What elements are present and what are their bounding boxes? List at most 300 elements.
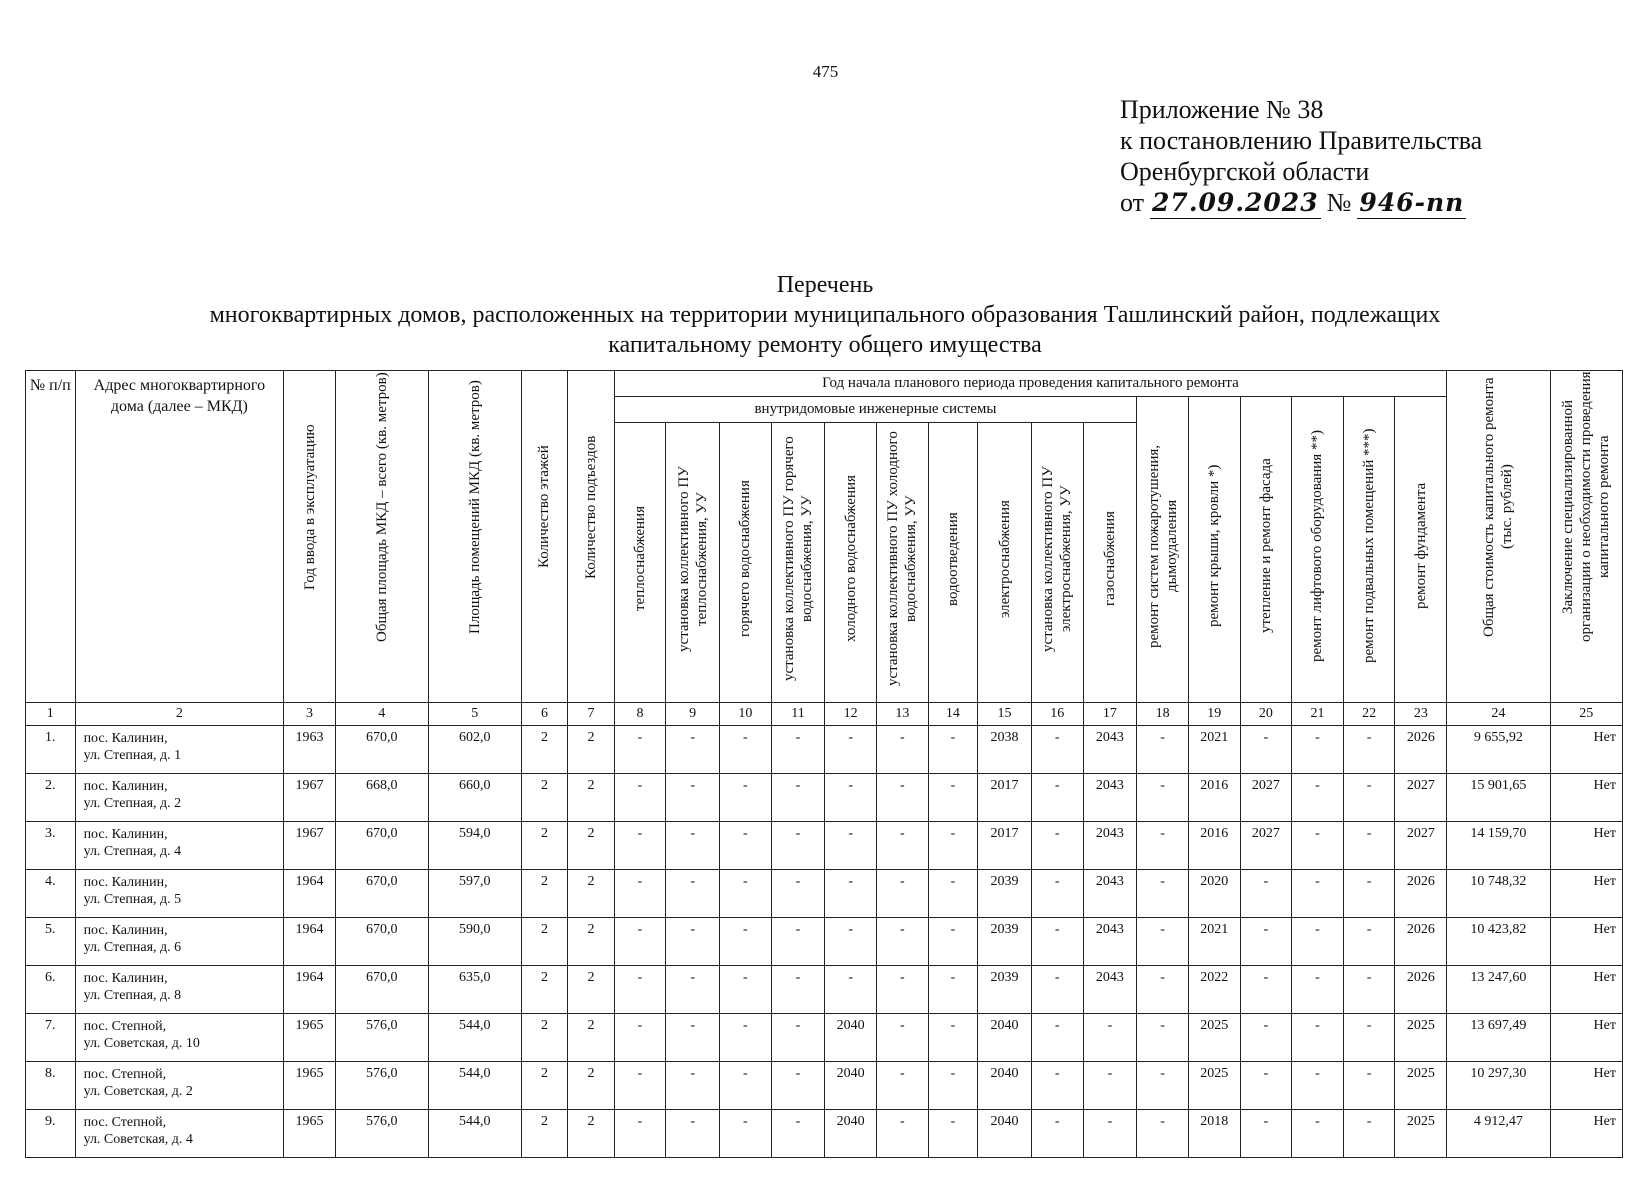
column-number: 21 xyxy=(1292,703,1344,726)
table-cell: 2017 xyxy=(978,774,1032,822)
table-cell: - xyxy=(1240,966,1292,1014)
table-cell: - xyxy=(928,1062,978,1110)
table-cell: 2039 xyxy=(978,918,1032,966)
title-line-3: капитальному ремонту общего имущества xyxy=(608,332,1042,358)
page-number: 475 xyxy=(812,62,839,81)
table-cell: - xyxy=(1343,966,1395,1014)
table-cell: - xyxy=(1031,822,1083,870)
table-row xyxy=(26,774,1623,822)
address-cell xyxy=(75,870,284,918)
table-cell: 2 xyxy=(568,822,614,870)
table-cell: 1965 xyxy=(284,1014,336,1062)
column-number: 1 xyxy=(26,703,76,726)
table-cell: 13 247,60 xyxy=(1447,966,1550,1014)
table-cell: 2026 xyxy=(1395,870,1447,918)
table-cell: 544,0 xyxy=(428,1062,521,1110)
address-street: ул. Степная, д. 5 xyxy=(83,892,182,907)
table-cell: - xyxy=(1083,1014,1137,1062)
row-number: 3. xyxy=(26,822,76,870)
table-cell: - xyxy=(1137,870,1189,918)
table-cell: 2018 xyxy=(1188,1110,1240,1158)
address-cell xyxy=(75,966,284,1014)
table-cell: 2043 xyxy=(1083,918,1137,966)
table-cell: - xyxy=(825,966,877,1014)
row-number: 1. xyxy=(26,726,76,774)
table-cell: - xyxy=(928,822,978,870)
column-number: 10 xyxy=(720,703,772,726)
table-cell: 2025 xyxy=(1188,1014,1240,1062)
table-cell: 2022 xyxy=(1188,966,1240,1014)
table-cell: - xyxy=(614,726,666,774)
appendix-line-2: к постановлению Правительства xyxy=(1120,126,1483,155)
table-cell: - xyxy=(720,870,772,918)
header-c9: установка коллективного ПУ теплоснабжения, УУ xyxy=(666,423,720,703)
table-cell: - xyxy=(1240,918,1292,966)
table-cell: 2027 xyxy=(1395,822,1447,870)
table-cell: 2040 xyxy=(978,1062,1032,1110)
column-number: 5 xyxy=(428,703,521,726)
table-cell: 2043 xyxy=(1083,822,1137,870)
table-cell: 2 xyxy=(568,774,614,822)
table-cell: - xyxy=(1343,918,1395,966)
table-cell: - xyxy=(666,1014,720,1062)
table-cell: - xyxy=(1137,822,1189,870)
table-cell: 2 xyxy=(568,1014,614,1062)
header-c19: ремонт крыши, кровли *) xyxy=(1188,397,1240,703)
address-settlement: пос. Калинин, xyxy=(83,875,168,890)
header-address: Адрес многоквартирного дома (далее – МКД) xyxy=(75,371,284,703)
table-cell: 2026 xyxy=(1395,726,1447,774)
header-c18: ремонт систем пожаротушения, дымоудаления xyxy=(1137,397,1189,703)
table-cell: Нет xyxy=(1550,1062,1622,1110)
header-c10: горячего водоснабжения xyxy=(720,423,772,703)
table-cell: 1964 xyxy=(284,918,336,966)
table-cell: - xyxy=(928,1110,978,1158)
table-cell: - xyxy=(614,1110,666,1158)
document-title xyxy=(60,270,1590,360)
table-cell: 2043 xyxy=(1083,870,1137,918)
table-cell: 2025 xyxy=(1395,1062,1447,1110)
column-number: 18 xyxy=(1137,703,1189,726)
table-row xyxy=(26,1062,1623,1110)
table-cell: - xyxy=(666,870,720,918)
table-cell: - xyxy=(771,1062,825,1110)
column-number: 24 xyxy=(1447,703,1550,726)
header-c22: ремонт подвальных помещений ***) xyxy=(1343,397,1395,703)
header-c13: установка коллективного ПУ холодного водоснабжения, УУ xyxy=(877,423,929,703)
table-cell: - xyxy=(720,774,772,822)
column-number: 9 xyxy=(666,703,720,726)
table-cell: 576,0 xyxy=(335,1062,428,1110)
header-group-top: Год начала планового периода проведения капитального ремонта xyxy=(614,371,1447,397)
table-cell: - xyxy=(666,726,720,774)
table-cell: Нет xyxy=(1550,870,1622,918)
table-cell: Нет xyxy=(1550,1014,1622,1062)
address-street: ул. Советская, д. 10 xyxy=(83,1036,200,1051)
table-cell: Нет xyxy=(1550,726,1622,774)
table-cell: - xyxy=(771,1110,825,1158)
table-cell: - xyxy=(1292,1110,1344,1158)
column-number: 16 xyxy=(1031,703,1083,726)
row-number: 4. xyxy=(26,870,76,918)
header-no: № п/п xyxy=(26,371,76,703)
table-cell: - xyxy=(1083,1062,1137,1110)
table-cell: - xyxy=(1292,1014,1344,1062)
table-cell: Нет xyxy=(1550,1110,1622,1158)
address-settlement: пос. Калинин, xyxy=(83,827,168,842)
table-cell: 660,0 xyxy=(428,774,521,822)
table-cell: 1964 xyxy=(284,870,336,918)
table-cell: 2020 xyxy=(1188,870,1240,918)
table-cell: 2040 xyxy=(978,1110,1032,1158)
table-cell: 10 297,30 xyxy=(1447,1062,1550,1110)
table-cell: - xyxy=(825,870,877,918)
table-cell: - xyxy=(771,726,825,774)
column-number: 14 xyxy=(928,703,978,726)
table-cell: 2039 xyxy=(978,966,1032,1014)
header-c23: ремонт фундамента xyxy=(1395,397,1447,703)
table-cell: - xyxy=(1292,774,1344,822)
address-street: ул. Советская, д. 2 xyxy=(83,1084,193,1099)
table-cell: - xyxy=(1292,966,1344,1014)
header-total-area: Общая площадь МКД – всего (кв. метров) xyxy=(335,371,428,703)
table-cell: 2039 xyxy=(978,870,1032,918)
table-cell: Нет xyxy=(1550,822,1622,870)
table-cell: - xyxy=(614,870,666,918)
table-cell: 635,0 xyxy=(428,966,521,1014)
table-cell: 670,0 xyxy=(335,966,428,1014)
header-c21: ремонт лифтового оборудования **) xyxy=(1292,397,1344,703)
table-cell: 668,0 xyxy=(335,774,428,822)
column-number: 20 xyxy=(1240,703,1292,726)
header-c16: установка коллективного ПУ электроснабжения, УУ xyxy=(1031,423,1083,703)
appendix-line-1: Приложение № 38 xyxy=(1120,95,1324,124)
address-street: ул. Степная, д. 2 xyxy=(83,796,182,811)
table-cell: 1964 xyxy=(284,966,336,1014)
table-cell: 1965 xyxy=(284,1110,336,1158)
address-settlement: пос. Степной, xyxy=(83,1115,167,1130)
table-cell: - xyxy=(720,726,772,774)
table-cell: - xyxy=(928,726,978,774)
table-cell: - xyxy=(877,1014,929,1062)
table-cell: 2017 xyxy=(978,822,1032,870)
table-cell: - xyxy=(1343,1062,1395,1110)
table-cell: - xyxy=(1343,774,1395,822)
table-cell: 2 xyxy=(521,966,567,1014)
table-cell: 2043 xyxy=(1083,726,1137,774)
table-cell: - xyxy=(1292,870,1344,918)
table-cell: 2040 xyxy=(825,1110,877,1158)
column-number-row xyxy=(26,703,1623,726)
table-cell: - xyxy=(1137,966,1189,1014)
table-cell: Нет xyxy=(1550,966,1622,1014)
column-number: 25 xyxy=(1550,703,1622,726)
header-c8: теплоснабжения xyxy=(614,423,666,703)
table-cell: 2 xyxy=(521,870,567,918)
table-cell: - xyxy=(825,774,877,822)
table-cell: 2040 xyxy=(825,1014,877,1062)
table-cell: 2 xyxy=(568,1110,614,1158)
row-number: 7. xyxy=(26,1014,76,1062)
row-number: 6. xyxy=(26,966,76,1014)
table-cell: - xyxy=(1292,822,1344,870)
table-cell: - xyxy=(928,966,978,1014)
table-cell: - xyxy=(1031,1110,1083,1158)
table-cell: - xyxy=(877,1110,929,1158)
table-cell: - xyxy=(771,918,825,966)
table-cell: - xyxy=(1240,1062,1292,1110)
table-cell: - xyxy=(1083,1110,1137,1158)
address-street: ул. Степная, д. 4 xyxy=(83,844,182,859)
table-cell: 10 423,82 xyxy=(1447,918,1550,966)
table-cell: - xyxy=(1240,1014,1292,1062)
header-year: Год ввода в эксплуатацию xyxy=(284,371,336,703)
column-number: 13 xyxy=(877,703,929,726)
table-cell: - xyxy=(771,870,825,918)
header-premises-area: Площадь помещений МКД (кв. метров) xyxy=(428,371,521,703)
table-cell: 670,0 xyxy=(335,870,428,918)
column-number: 8 xyxy=(614,703,666,726)
address-settlement: пос. Калинин, xyxy=(83,923,168,938)
table-cell: - xyxy=(1343,726,1395,774)
header-c11: установка коллективного ПУ горячего водоснабжения, УУ xyxy=(771,423,825,703)
table-cell: 2 xyxy=(521,774,567,822)
address-street: ул. Советская, д. 4 xyxy=(83,1132,193,1147)
table-cell: 1967 xyxy=(284,774,336,822)
table-cell: - xyxy=(1240,870,1292,918)
table-cell: - xyxy=(720,1014,772,1062)
table-cell: - xyxy=(1343,1110,1395,1158)
table-row xyxy=(26,1110,1623,1158)
address-settlement: пос. Степной, xyxy=(83,1067,167,1082)
table-cell: - xyxy=(877,870,929,918)
row-number: 8. xyxy=(26,1062,76,1110)
table-cell: - xyxy=(1137,918,1189,966)
title-line-1: Перечень xyxy=(776,272,874,298)
table-cell: 2 xyxy=(568,726,614,774)
table-cell: 2026 xyxy=(1395,918,1447,966)
table-cell: 13 697,49 xyxy=(1447,1014,1550,1062)
address-street: ул. Степная, д. 6 xyxy=(83,940,182,955)
table-cell: 10 748,32 xyxy=(1447,870,1550,918)
table-row xyxy=(26,1014,1623,1062)
table-cell: - xyxy=(877,726,929,774)
appendix-line-3: Оренбургской области xyxy=(1120,157,1370,186)
table-cell: 2040 xyxy=(978,1014,1032,1062)
header-conclusion: Заключение специализированной организации о необходимости проведения капитального ремонта xyxy=(1550,371,1622,703)
table-cell: 14 159,70 xyxy=(1447,822,1550,870)
header-c12: холодного водоснабжения xyxy=(825,423,877,703)
column-number: 6 xyxy=(521,703,567,726)
header-entrances: Количество подъездов xyxy=(568,371,614,703)
table-cell: 2043 xyxy=(1083,774,1137,822)
table-cell: - xyxy=(614,1014,666,1062)
address-settlement: пос. Степной, xyxy=(83,1019,167,1034)
table-row xyxy=(26,870,1623,918)
handwritten-number: 946-пп xyxy=(1359,188,1465,217)
table-cell: - xyxy=(720,822,772,870)
table-row xyxy=(26,966,1623,1014)
table-row xyxy=(26,726,1623,774)
table-cell: 670,0 xyxy=(335,726,428,774)
table-cell: 2 xyxy=(521,1014,567,1062)
table-cell: - xyxy=(1240,1110,1292,1158)
table-cell: 594,0 xyxy=(428,822,521,870)
table-cell: - xyxy=(1031,966,1083,1014)
table-cell: - xyxy=(720,1110,772,1158)
address-settlement: пос. Калинин, xyxy=(83,731,168,746)
table-cell: - xyxy=(666,966,720,1014)
appendix-block xyxy=(1120,94,1482,219)
table-cell: 544,0 xyxy=(428,1014,521,1062)
table-cell: - xyxy=(1137,1110,1189,1158)
table-cell: 670,0 xyxy=(335,918,428,966)
table-cell: 2021 xyxy=(1188,726,1240,774)
column-number: 4 xyxy=(335,703,428,726)
table-cell: - xyxy=(720,966,772,1014)
table-cell: - xyxy=(1137,726,1189,774)
table-cell: - xyxy=(928,1014,978,1062)
table-cell: 670,0 xyxy=(335,822,428,870)
header-c15: электроснабжения xyxy=(978,423,1032,703)
table-cell: - xyxy=(1031,726,1083,774)
table-cell: - xyxy=(877,822,929,870)
table-cell: - xyxy=(928,774,978,822)
table-cell: 597,0 xyxy=(428,870,521,918)
table-row xyxy=(26,918,1623,966)
table-cell: - xyxy=(1292,1062,1344,1110)
table-cell: - xyxy=(720,918,772,966)
header-group-sub: внутридомовые инженерные системы xyxy=(614,397,1137,423)
row-number: 2. xyxy=(26,774,76,822)
table-cell: - xyxy=(1137,774,1189,822)
table-cell: 1965 xyxy=(284,1062,336,1110)
table-cell: 2025 xyxy=(1188,1062,1240,1110)
table-row xyxy=(26,822,1623,870)
table-cell: 1963 xyxy=(284,726,336,774)
table-cell: - xyxy=(1031,870,1083,918)
table-cell: - xyxy=(614,1062,666,1110)
table-cell: 4 912,47 xyxy=(1447,1110,1550,1158)
address-cell xyxy=(75,1110,284,1158)
table-cell: 576,0 xyxy=(335,1014,428,1062)
table-cell: - xyxy=(614,822,666,870)
table-cell: - xyxy=(825,726,877,774)
table-cell: - xyxy=(666,774,720,822)
column-number: 3 xyxy=(284,703,336,726)
buildings-table xyxy=(25,370,1623,1158)
table-cell: 9 655,92 xyxy=(1447,726,1550,774)
title-line-2: многоквартирных домов, расположенных на территории муниципального образования Ташлинский район, подлежащих xyxy=(209,302,1441,328)
table-cell: 2 xyxy=(568,870,614,918)
column-number: 11 xyxy=(771,703,825,726)
table-cell: 2016 xyxy=(1188,774,1240,822)
table-cell: 2 xyxy=(568,1062,614,1110)
table-cell: - xyxy=(825,822,877,870)
header-floors: Количество этажей xyxy=(521,371,567,703)
table-cell: - xyxy=(1343,870,1395,918)
row-number: 9. xyxy=(26,1110,76,1158)
address-cell xyxy=(75,1014,284,1062)
table-cell: 2021 xyxy=(1188,918,1240,966)
column-number: 12 xyxy=(825,703,877,726)
table-cell: - xyxy=(771,1014,825,1062)
table-cell: 2 xyxy=(521,1110,567,1158)
table-cell: - xyxy=(1240,726,1292,774)
column-number: 19 xyxy=(1188,703,1240,726)
address-cell xyxy=(75,822,284,870)
table-cell: 2 xyxy=(568,966,614,1014)
table-cell: 576,0 xyxy=(335,1110,428,1158)
table-cell: - xyxy=(825,918,877,966)
table-cell: - xyxy=(877,918,929,966)
table-cell: - xyxy=(928,918,978,966)
table-cell: Нет xyxy=(1550,918,1622,966)
header-c17: газоснабжения xyxy=(1083,423,1137,703)
table-cell: 2027 xyxy=(1240,822,1292,870)
table-cell: - xyxy=(1031,1014,1083,1062)
column-number: 17 xyxy=(1083,703,1137,726)
handwritten-date: 27.09.2023 xyxy=(1152,188,1319,217)
table-cell: - xyxy=(771,966,825,1014)
table-cell: 2025 xyxy=(1395,1110,1447,1158)
table-cell: - xyxy=(614,966,666,1014)
table-cell: 2025 xyxy=(1395,1014,1447,1062)
column-number: 15 xyxy=(978,703,1032,726)
appendix-date-line xyxy=(1120,187,1482,219)
table-cell: 2027 xyxy=(1395,774,1447,822)
table-cell: 2038 xyxy=(978,726,1032,774)
address-cell xyxy=(75,1062,284,1110)
table-cell: 2 xyxy=(521,918,567,966)
table-cell: - xyxy=(614,774,666,822)
table-cell: Нет xyxy=(1550,774,1622,822)
table-cell: 2043 xyxy=(1083,966,1137,1014)
table-cell: - xyxy=(877,966,929,1014)
table-cell: 15 901,65 xyxy=(1447,774,1550,822)
table-cell: 2 xyxy=(568,918,614,966)
table-cell: - xyxy=(877,774,929,822)
table-cell: 2016 xyxy=(1188,822,1240,870)
table-cell: 2027 xyxy=(1240,774,1292,822)
address-cell xyxy=(75,774,284,822)
table-cell: 590,0 xyxy=(428,918,521,966)
table-cell: 2 xyxy=(521,822,567,870)
from-label: от xyxy=(1120,188,1145,217)
table-cell: - xyxy=(877,1062,929,1110)
table-cell: - xyxy=(1292,918,1344,966)
table-cell: - xyxy=(1343,1014,1395,1062)
table-cell: - xyxy=(666,918,720,966)
address-settlement: пос. Калинин, xyxy=(83,779,168,794)
table-cell: - xyxy=(1343,822,1395,870)
table-cell: - xyxy=(771,774,825,822)
address-cell xyxy=(75,726,284,774)
table-cell: - xyxy=(666,1110,720,1158)
table-cell: - xyxy=(1031,774,1083,822)
table-cell: 2 xyxy=(521,1062,567,1110)
table-cell: - xyxy=(666,822,720,870)
address-cell xyxy=(75,918,284,966)
table-cell: - xyxy=(614,918,666,966)
table-cell: 544,0 xyxy=(428,1110,521,1158)
address-street: ул. Степная, д. 1 xyxy=(83,748,182,763)
table-cell: - xyxy=(1137,1014,1189,1062)
table-cell: 2040 xyxy=(825,1062,877,1110)
table-cell: - xyxy=(1031,1062,1083,1110)
table-cell: 2026 xyxy=(1395,966,1447,1014)
column-number: 7 xyxy=(568,703,614,726)
